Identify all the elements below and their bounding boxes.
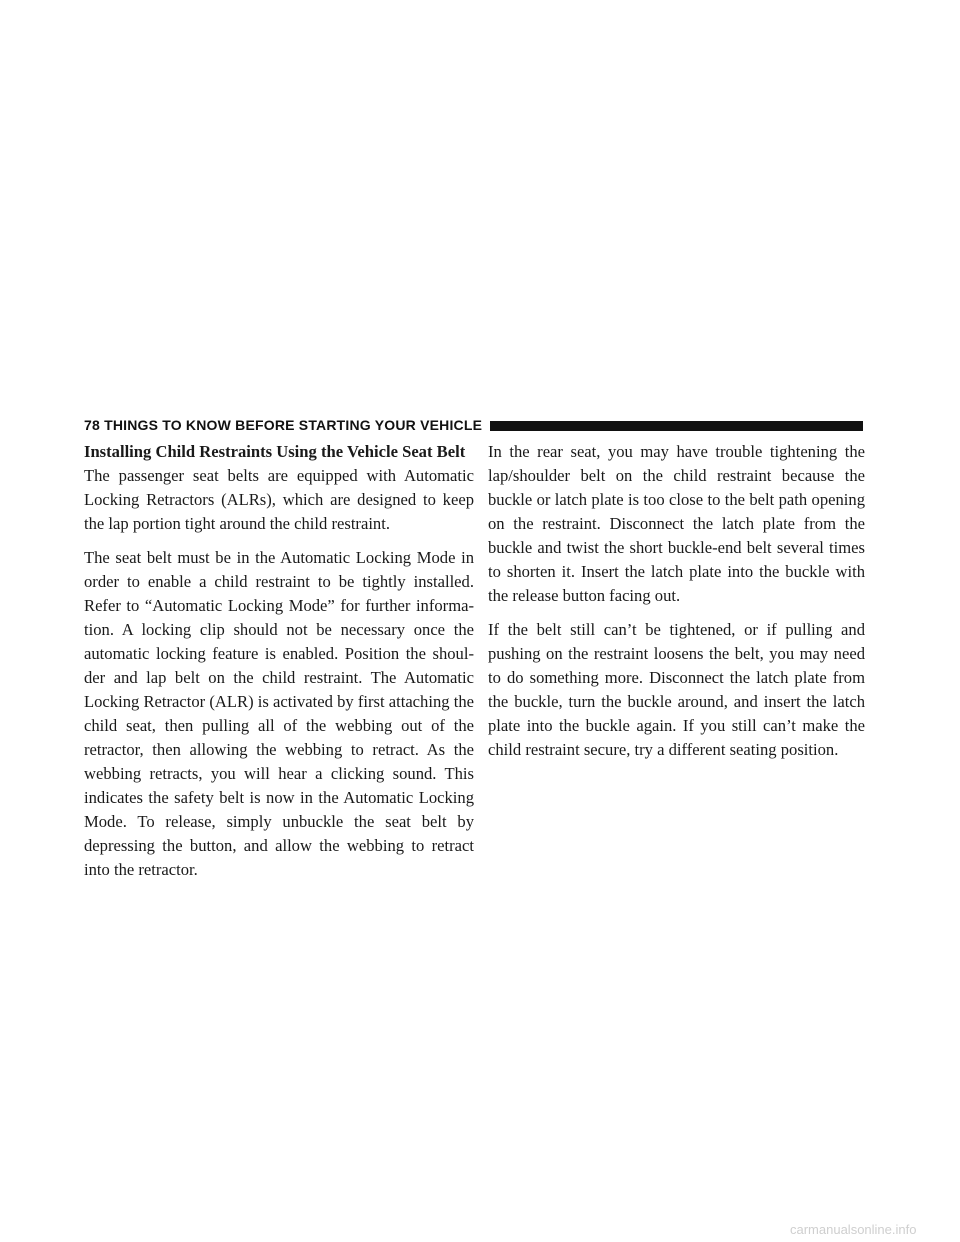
section-title: THINGS TO KNOW BEFORE STARTING YOUR VEHICLE bbox=[104, 417, 483, 433]
page-header bbox=[84, 414, 863, 436]
paragraph: The passenger seat belts are equipped with Automatic Locking Retractors (ALRs), which are designed to keep the lap portion tight around the child restraint. bbox=[84, 466, 474, 533]
section-heading: Installing Child Restraints Using the Vehicle Seat Belt bbox=[84, 442, 466, 461]
header-text bbox=[84, 417, 482, 433]
left-column bbox=[84, 440, 474, 892]
watermark: carmanualsonline.info bbox=[790, 1222, 917, 1237]
paragraph: In the rear seat, you may have trouble tightening the lap/shoulder belt on the child restraint because the buckle or latch plate is too close to the belt path opening on the restraint. Disconnect the latch plate from the buckle and twist the short buckle-end belt several times to shorten it. Insert the latch plate into the buckle with the release button facing out. bbox=[488, 442, 865, 605]
right-column bbox=[488, 440, 865, 772]
page-number: 78 bbox=[84, 417, 100, 433]
paragraph: The seat belt must be in the Automatic Locking Mode in order to enable a child restraint to be tightly installed. Refer to “Automatic Locking Mode” for further informa- tion. A locking clip should not be necessary once the automatic locking feature is enabled. Position the shoul- der and lap belt on the child restraint. The Automatic Locking Retractor (ALR) is activated by first attaching the child seat, then pulling all of the webbing out of the retractor, then allowing the webbing to retract. As the webbing retracts, you will hear a clicking sound. This indicates the safety belt is now in the Automatic Locking Mode. To release, simply unbuckle the seat belt by depressing the button, and allow the webbing to retract into the retractor. bbox=[84, 548, 474, 879]
paragraph: If the belt still can’t be tightened, or if pulling and pushing on the restraint loosens the belt, you may need to do something more. Disconnect the latch plate from the buckle, turn the buckle around, and insert the latch plate into the buckle again. If you still can’t make the child restraint secure, try a different seating position. bbox=[488, 620, 865, 759]
header-rule bbox=[490, 421, 863, 431]
